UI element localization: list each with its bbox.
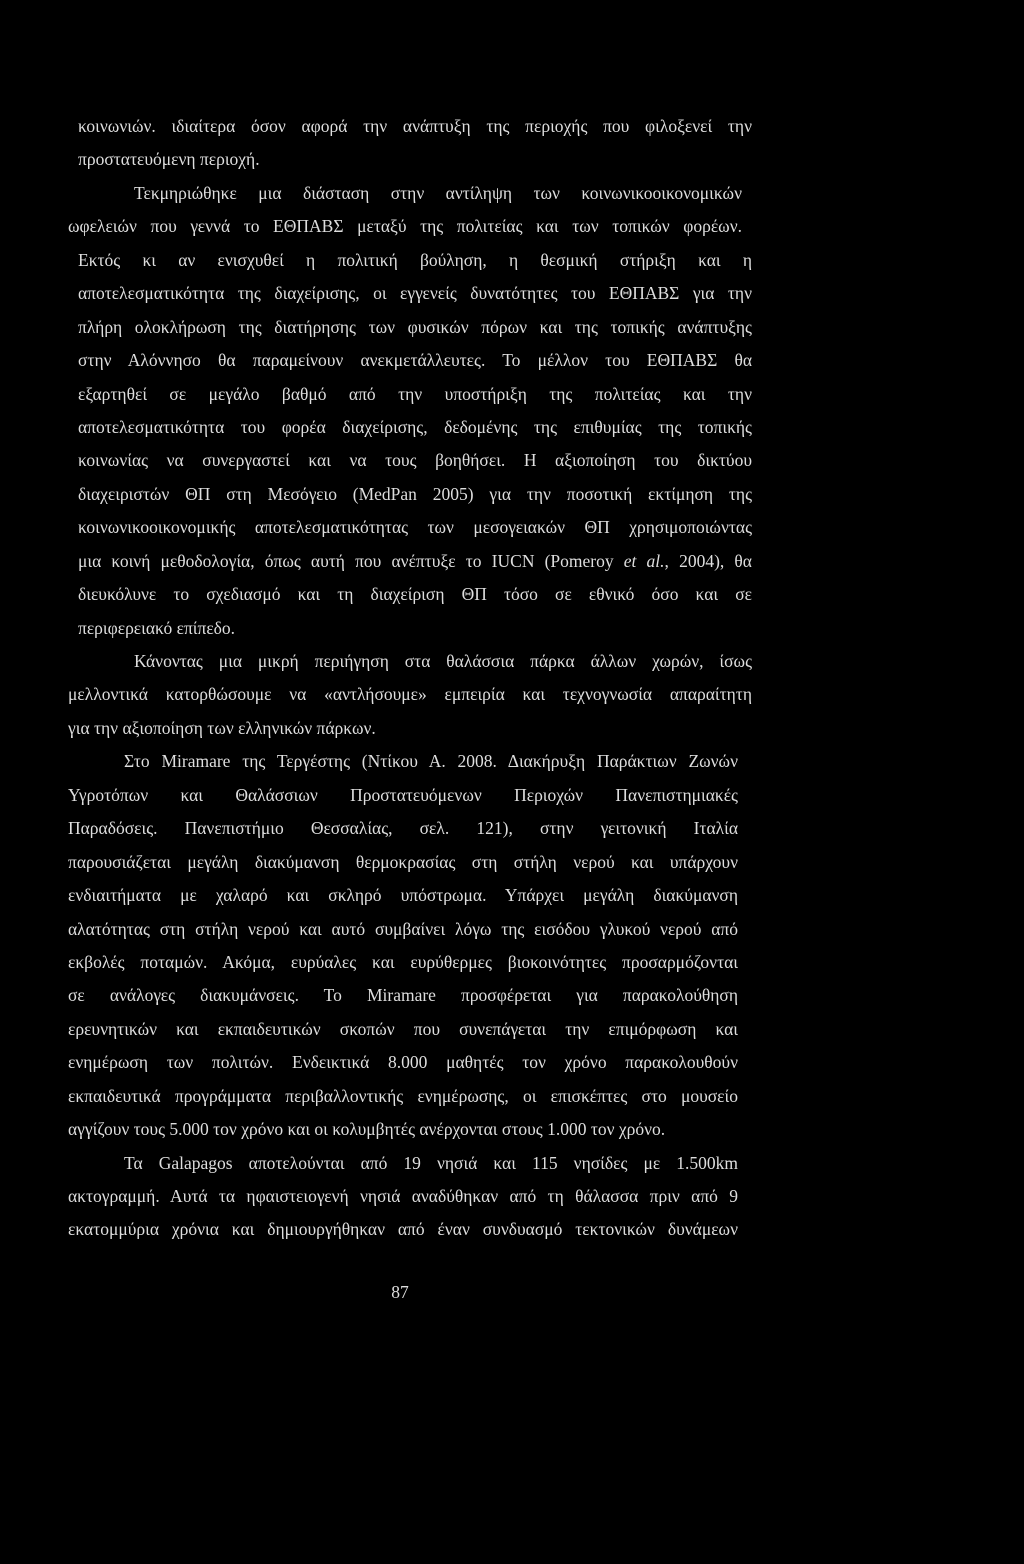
document-page bbox=[0, 110, 1024, 1247]
text-segment: μια κοινή μεθοδολογία, όπως αυτή που ανέπτυξε το IUCN (Pomeroy bbox=[78, 550, 624, 571]
text-line: πλήρη ολοκλήρωση της διατήρησης των φυσικών πόρων και της τοπικής ανάπτυξης bbox=[78, 316, 752, 337]
text-line: κοινωνιών. ιδιαίτερα όσον αφορά την ανάπτυξη της περιοχής που φιλοξενεί την bbox=[78, 116, 752, 136]
text-line: για την αξιοποίηση των ελληνικών πάρκων. bbox=[68, 717, 376, 738]
paragraph bbox=[0, 645, 1024, 745]
text-line: ενημέρωση των πολιτών. Ενδεικτικά 8.000 μαθητές τον χρόνο παρακολουθούν bbox=[68, 1052, 738, 1073]
text-line: Υγροτόπων και Θαλάσσιων Προστατευόμενων Περιοχών Πανεπιστημιακές bbox=[68, 784, 738, 805]
text-line: μελλοντικά κατορθώσουμε να «αντλήσουμε» εμπειρία και τεχνογνωσία απαραίτητη bbox=[68, 684, 752, 705]
text-line: αλατότητας στη στήλη νερού και αυτό συμβαίνει λόγω της εισόδου γλυκού νερού από bbox=[68, 918, 738, 939]
text-line: διευκόλυνε το σχεδιασμό και τη διαχείριση ΘΠ τόσο σε εθνικό όσο και σε bbox=[78, 584, 752, 605]
paragraph bbox=[0, 110, 1024, 177]
text-line: Παραδόσεις. Πανεπιστήμιο Θεσσαλίας, σελ. 121), στην γειτονική Ιταλία bbox=[68, 818, 738, 839]
text-line: εξαρτηθεί σε μεγάλο βαθμό από την υποστήριξη της πολιτείας και την bbox=[78, 383, 752, 404]
text-line: αγγίζουν τους 5.000 τον χρόνο και οι κολυμβητές ανέρχονται στους 1.000 τον χρόνο. bbox=[68, 1119, 666, 1140]
text-line: ενδιαιτήματα με χαλαρό και σκληρό υπόστρωμα. Υπάρχει μεγάλη διακύμανση bbox=[68, 885, 738, 906]
page-number: 87 bbox=[391, 1282, 409, 1302]
text-segment: , 2004), θα bbox=[664, 550, 752, 571]
text-line: κοινωνίας να συνεργαστεί και να τους βοηθήσει. Η αξιοποίηση του δικτύου bbox=[78, 450, 752, 471]
text-line: στην Αλόννησο θα παραμείνουν ανεκμετάλλευτες. Το μέλλον του ΕΘΠΑΒΣ θα bbox=[78, 350, 752, 371]
text-line: διαχειριστών ΘΠ στη Μεσόγειο (MedPan 2005) για την ποσοτική εκτίμηση της bbox=[78, 483, 752, 504]
text-line: αποτελεσματικότητα της διαχείρισης, οι εγγενείς δυνατότητες του ΕΘΠΑΒΣ για την bbox=[78, 283, 752, 304]
italic-text: et al. bbox=[623, 550, 665, 571]
text-line: Τεκμηριώθηκε μια διάσταση στην αντίληψη των κοινωνικοοικονομικών bbox=[134, 182, 742, 203]
text-line: Στο Miramare της Τεργέστης (Ντίκου Α. 2008. Διακήρυξη Παράκτιων Ζωνών bbox=[124, 751, 738, 772]
text-line: ερευνητικών και εκπαιδευτικών σκοπών που συνεπάγεται την επιμόρφωση και bbox=[68, 1018, 738, 1039]
text-line: Εκτός κι αν ενισχυθεί η πολιτική βούληση, η θεσμική στήριξη και η bbox=[78, 249, 752, 270]
text-line: Τα Galapagos αποτελούνται από 19 νησιά και 115 νησίδες με 1.500km bbox=[124, 1152, 738, 1173]
text-line: προστατευόμενη περιοχή. bbox=[78, 149, 260, 170]
text-line: εκπαιδευτικά προγράμματα περιβαλλοντικής ενημέρωσης, οι επισκέπτες στο μουσείο bbox=[68, 1085, 738, 1106]
text-line: σε ανάλογες διακυμάνσεις. Το Miramare προσφέρεται για παρακολούθηση bbox=[68, 985, 738, 1006]
text-line: περιφερειακό επίπεδο. bbox=[78, 617, 236, 638]
text-line: ακτογραμμή. Αυτά τα ηφαιστειογενή νησιά αναδύθηκαν από τη θάλασσα πριν από 9 bbox=[68, 1186, 738, 1206]
text-line: εκατομμύρια χρόνια και δημιουργήθηκαν από έναν συνδυασμό τεκτονικών δυνάμεων bbox=[68, 1219, 738, 1240]
paragraph bbox=[0, 177, 1024, 645]
text-line: εκβολές ποταμών. Ακόμα, ευρύαλες και ευρύθερμες βιοκοινότητες προσαρμόζονται bbox=[68, 951, 738, 972]
paragraph bbox=[0, 1147, 1024, 1247]
text-line: ωφελειών που γεννά το ΕΘΠΑΒΣ μεταξύ της πολιτείας και των τοπικών φορέων. bbox=[68, 216, 742, 237]
text-line: παρουσιάζεται μεγάλη διακύμανση θερμοκρασίας στη στήλη νερού και υπάρχουν bbox=[68, 851, 738, 872]
text-line bbox=[78, 545, 752, 578]
text-line: Κάνοντας μια μικρή περιήγηση στα θαλάσσια πάρκα άλλων χωρών, ίσως bbox=[134, 651, 752, 671]
text-line: αποτελεσματικότητα του φορέα διαχείρισης, δεδομένης της επιθυμίας της τοπικής bbox=[78, 416, 752, 437]
paragraph bbox=[0, 745, 1024, 1146]
text-line: κοινωνικοοικονομικής αποτελεσματικότητας των μεσογειακών ΘΠ χρησιμοποιώντας bbox=[78, 517, 752, 538]
